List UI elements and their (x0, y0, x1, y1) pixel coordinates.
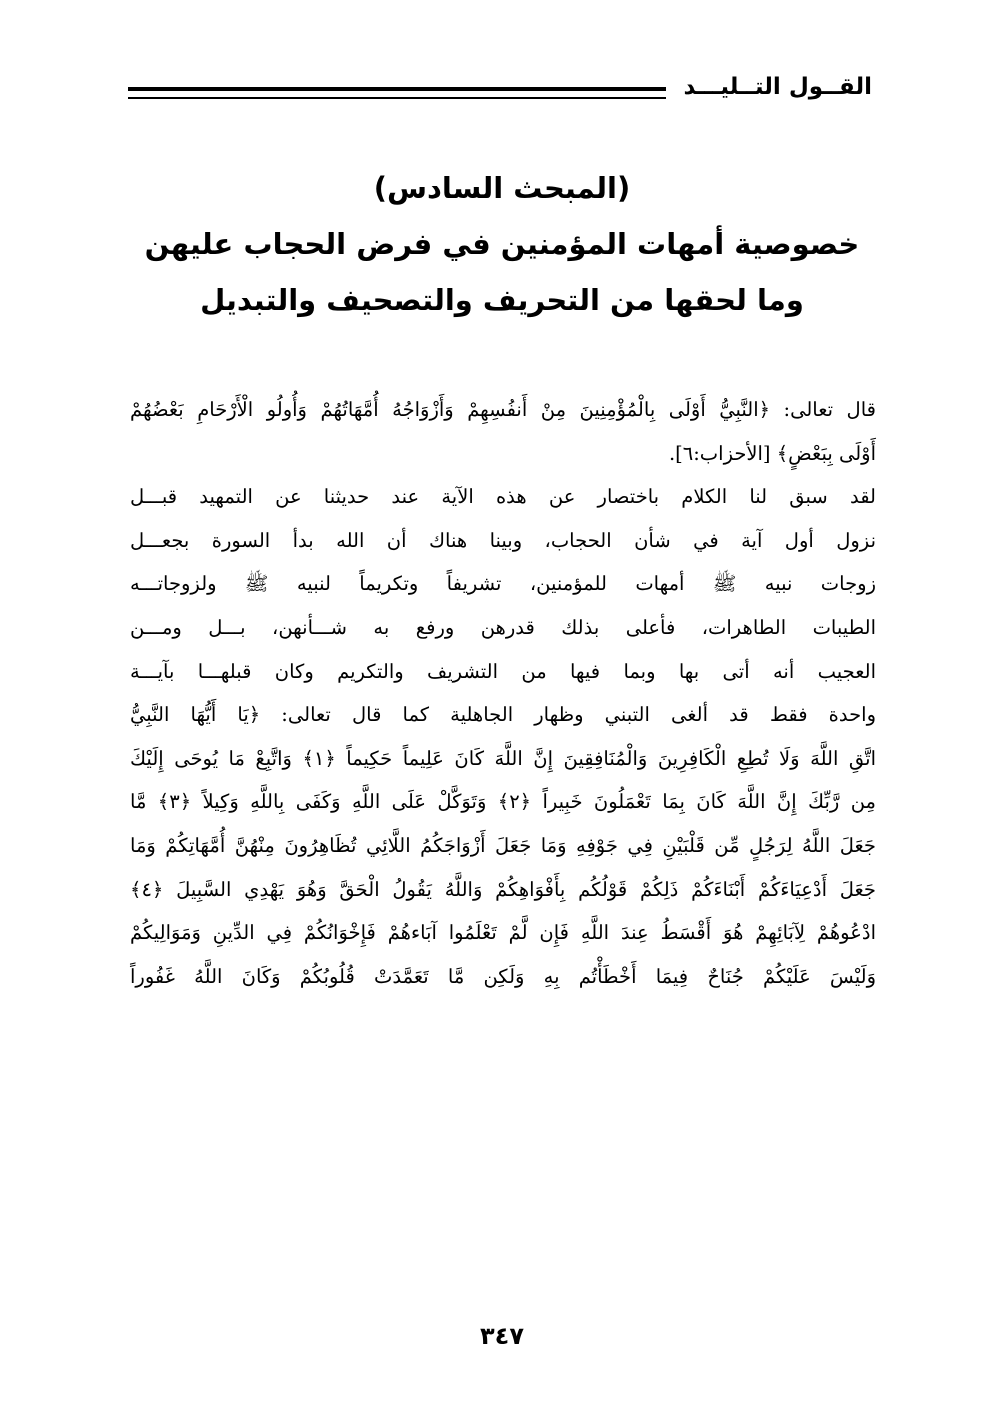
body-line: الطيبات الطاهرات، فأعلى بذلك قدرهن ورفع به شـــأنهن، بـــل ومـــن (130, 615, 876, 639)
running-title: القــول التــليـــد (683, 74, 872, 100)
body-text (130, 388, 876, 998)
body-line: قال تعالى: ﴿النَّبِيُّ أَوْلَى بِالْمُؤْمِنِينَ مِنْ أَنفُسِهِمْ وَأَزْوَاجُهُ أُمَّهَاتُهُمْ وَأُولُو الْأَرْحَامِ بَعْضُهُمْ (130, 398, 876, 421)
body-line: نزول أول آية في شأن الحجاب، وبينا هناك أن الله بدأ السورة بجعـــل (130, 528, 876, 552)
body-line: مِن رَّبِّكَ إِنَّ اللَّهَ كَانَ بِمَا تَعْمَلُونَ خَبِيراً ﴿٢﴾ وَتَوَكَّلْ عَلَى اللَّهِ وَكَفَى بِاللَّهِ وَكِيلاً ﴿٣﴾ مَّا (130, 790, 876, 814)
body-line: ادْعُوهُمْ لِآبَائِهِمْ هُوَ أَقْسَطُ عِندَ اللَّهِ فَإِن لَّمْ تَعْلَمُوا آبَاءهُمْ فَإِخْوَانُكُمْ فِي الدِّينِ وَمَوَالِيكُمْ (130, 921, 876, 945)
page-header (128, 70, 876, 110)
chapter-title-line-2: خصوصية أمهات المؤمنين في فرض الحجاب عليهن (144, 227, 860, 261)
body-line: جَعَلَ أَدْعِيَاءَكُمْ أَبْنَاءَكُمْ ذَلِكُمْ قَوْلُكُم بِأَفْوَاهِكُمْ وَاللَّهُ يَقُولُ الْحَقَّ وَهُوَ يَهْدِي السَّبِيلَ ﴿٤﴾ (130, 877, 876, 901)
chapter-title-line-3: وما لحقها من التحريف والتصحيف والتبديل (200, 283, 804, 317)
body-line: أَوْلَى بِبَعْضٍ﴾ [الأحزاب:٦]. (668, 441, 876, 465)
body-line: العجيب أنه أتى بها وبما فيها من التشريف والتكريم وكان قبلهـــا بآيـــة (130, 659, 876, 683)
chapter-title-line-1: (المبحث السادس) (373, 171, 631, 205)
header-rule (128, 87, 666, 99)
page-number: ٣٤٧ (480, 1322, 524, 1350)
body-line: واحدة فقط قد ألغى التبني وظهار الجاهلية كما قال تعالى: ﴿يَا أَيُّهَا النَّبِيُّ (130, 703, 876, 727)
body-line: لقد سبق لنا الكلام باختصار عن هذه الآية عند حديثنا عن التمهيد قبـــل (130, 485, 876, 509)
chapter-title-block (110, 160, 894, 328)
body-line: وَلَيْسَ عَلَيْكُمْ جُنَاحٌ فِيمَا أَخْطَأْتُم بِهِ وَلَكِن مَّا تَعَمَّدَتْ قُلُوبُكُمْ وَكَانَ اللَّهُ غَفُوراً (130, 964, 876, 988)
body-line: جَعَلَ اللَّهُ لِرَجُلٍ مِّن قَلْبَيْنِ فِي جَوْفِهِ وَمَا جَعَلَ أَزْوَاجَكُمُ اللَّائِي تُظَاهِرُونَ مِنْهُنَّ أُمَّهَاتِكُمْ وَمَا (130, 833, 876, 857)
body-line: زوجات نبيه ﷺ أمهات للمؤمنين، تشريفاً وتكريماً لنبيه ﷺ ولزوجاتـــه (130, 572, 876, 596)
body-line: اتَّقِ اللَّهَ وَلَا تُطِعِ الْكَافِرِينَ وَالْمُنَافِقِينَ إِنَّ اللَّهَ كَانَ عَلِيماً حَكِيماً ﴿١﴾ وَاتَّبِعْ مَا يُوحَى إِلَيْكَ (130, 746, 876, 770)
